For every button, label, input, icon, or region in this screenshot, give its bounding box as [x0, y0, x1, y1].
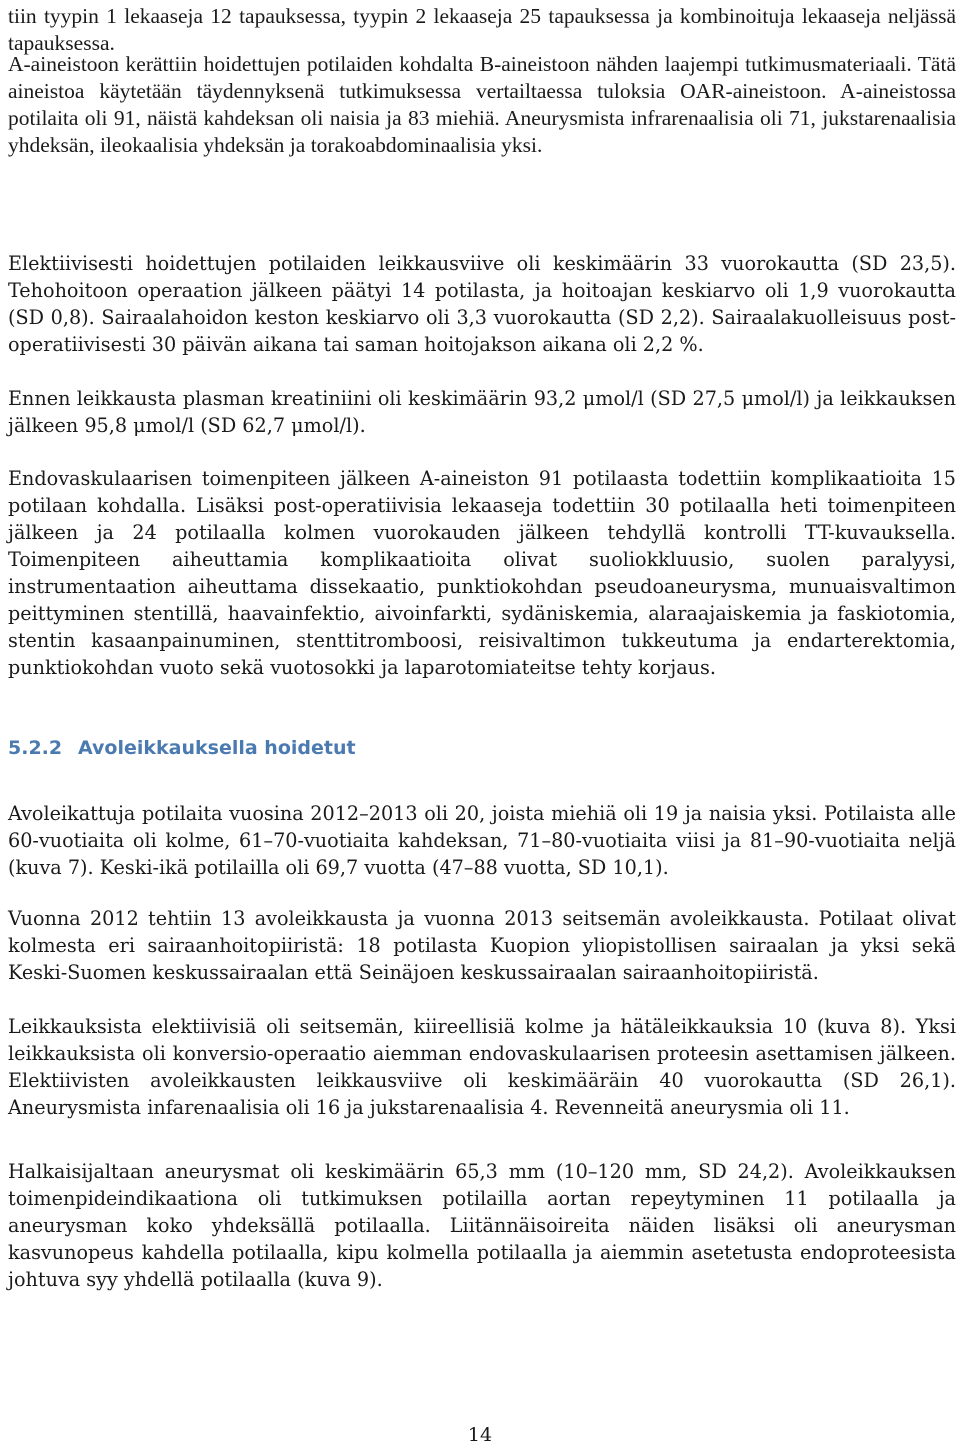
paragraph-leak-types: tiin tyypin 1 lekaaseja 12 tapauksessa, tyypin 2 lekaaseja 25 tapauksessa ja kombinoituja lekaaseja neljässä tapauksessa.	[8, 4, 956, 55]
paragraph-creatinine: Ennen leikkausta plasman kreatiniini oli keskimäärin 93,2 μmol/l (SD 27,5 μmol/l) ja leikkauksen jälkeen 95,8 μmol/l (SD 62,7 μmol/l).	[8, 387, 956, 437]
page-number: 14	[467, 1424, 493, 1446]
section-number: 5.2.2	[8, 737, 63, 759]
paragraph-elective-delay: Elektiivisesti hoidettujen potilaiden leikkausviive oli keskimäärin 33 vuorokautta (SD 23,5). Tehohoitoon operaation jälkeen päätyi 14 potilasta, ja hoitoajan keskiarvo oli 1,9 vuorokautta (SD 0,8). Sairaalahoidon keston keskiarvo oli 3,3 vuorokautta (SD 2,2). Sairaalakuolleisuus post-operatiivisesti 30 päivän aikana tai saman hoitojakson aikana oli 2,2 %.	[8, 252, 956, 356]
paragraph-aneurysm-diameter: Halkaisijaltaan aneurysmat oli keskimäärin 65,3 mm (10–120 mm, SD 24,2). Avoleikkauksen toimenpideindikaationa oli tutkimuksen potilailla aortan repeytyminen 11 potilaalla ja aneurysman koko yhdeksällä potilaalla. Liitännäisoireita näiden lisäksi oli aneurysman kasvunopeus kahdella potilaalla, kipu kolmella potilaalla ja aiemmin asetetusta endoproteesista johtuva syy yhdellä potilaalla (kuva 9).	[8, 1160, 956, 1291]
section-title: Avoleikkauksella hoidetut	[78, 737, 356, 759]
paragraph-open-surgery-years: Vuonna 2012 tehtiin 13 avoleikkausta ja vuonna 2013 seitsemän avoleikkausta. Potilaat olivat kolmesta eri sairaanhoitopiiristä: 18 potilasta Kuopion yliopistollisen sairaalan ja yksi sekä Keski-Suomen keskussairaalan että Seinäjoen keskussairaalan sairaanhoitopiiristä.	[8, 907, 956, 984]
paragraph-complications: Endovaskulaarisen toimenpiteen jälkeen A-aineiston 91 potilaasta todettiin komplikaatioita 15 potilaan kohdalla. Lisäksi post-operatiivisia lekaaseja todettiin 30 potilaalla heti toimenpiteen jälkeen ja 24 potilaalla kolmen vuorokauden jälkeen tehdyllä kontrolli TT-kuvauksella. Toimenpiteen aiheuttamia komplikaatioita olivat suoliokkluusio, suolen paralyysi, instrumentaation aiheuttama dissekaatio, punktiokohdan pseudoaneurysma, munuaisvaltimon peittyminen stentillä, haavainfektio, aivoinfarkti, sydäniskemia, alaraajaiskemia ja faskiotomia, stentin kasaanpainuminen, stenttitromboosi, reisivaltimon tukkeutuma ja endarterektomia, punktiokohdan vuoto sekä vuotosokki ja laparotomiateitse tehty korjaus.	[8, 467, 956, 679]
paragraph-surgery-urgency: Leikkauksista elektiivisiä oli seitsemän, kiireellisiä kolme ja hätäleikkauksia 10 (kuva 8). Yksi leikkauksista oli konversio-operaatio aiemman endovaskulaarisen proteesin asettamisen jälkeen. Elektiivisten avoleikkausten leikkausviive oli keskimääräin 40 vuorokautta (SD 26,1). Aneurysmista infarenaalisia oli 16 ja jukstarenaalisia 4. Revenneitä aneurysmia oli 11.	[8, 1015, 956, 1119]
paragraph-a-dataset: A-aineistoon kerättiin hoidettujen potilaiden kohdalta B-aineistoon nähden laajempi tutkimusmateriaali. Tätä aineistoa käytetään täydennyksenä tutkimuksessa vertailtaessa tuloksia OAR-aineistoon. A-aineistossa potilaita oli 91, näistä kahdeksan oli naisia ja 83 miehiä. Aneurysmista infrarenaalisia oli 71, jukstarenaalisia yhdeksän, ileokaalisia yhdeksän ja torakoabdominaalisia yksi.	[8, 52, 956, 157]
paragraph-open-surgery-patients: Avoleikattuja potilaita vuosina 2012–2013 oli 20, joista miehiä oli 19 ja naisia yksi. Potilaista alle 60-vuotiaita oli kolme, 61–70-vuotiaita kahdeksan, 71–80-vuotiaita viisi ja 81–90-vuotiaita neljä (kuva 7). Keski-ikä potilailla oli 69,7 vuotta (47–88 vuotta, SD 10,1).	[8, 802, 956, 879]
section-heading	[8, 737, 356, 759]
